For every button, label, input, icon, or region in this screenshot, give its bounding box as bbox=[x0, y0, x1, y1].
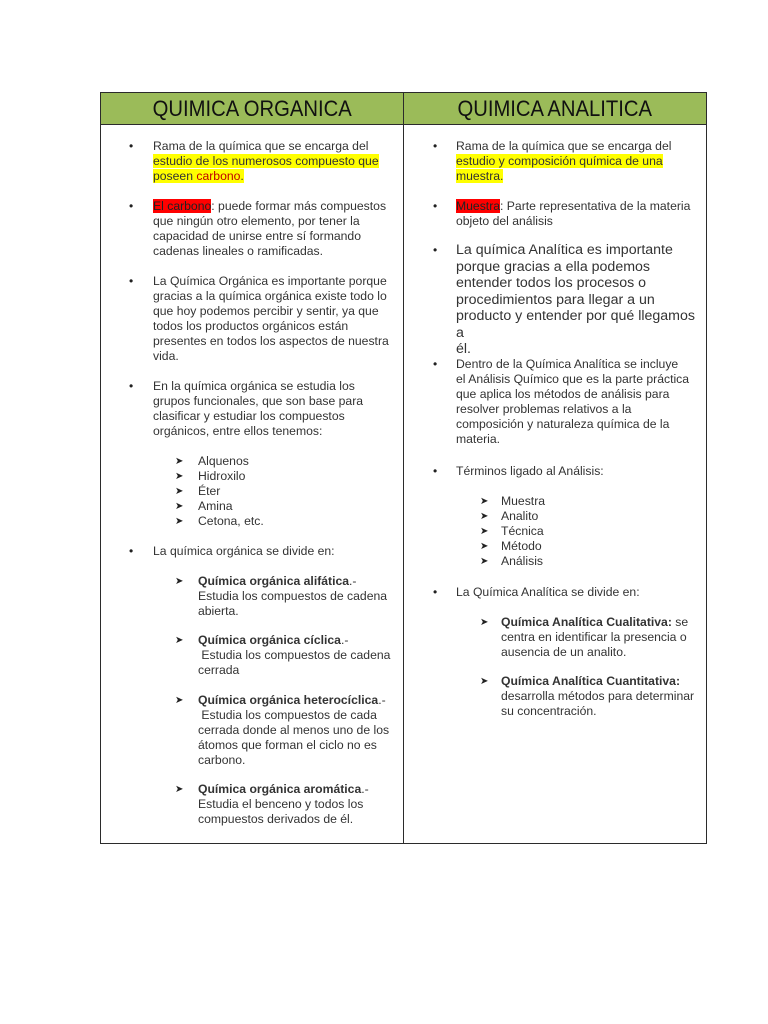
arrow-icon: ➤ bbox=[175, 695, 184, 706]
division-ciclica: Química orgánica cíclica.- Estudia los compuestos de cadena cerrada bbox=[198, 633, 391, 677]
arrow-icon: ➤ bbox=[175, 471, 184, 482]
bullet: • bbox=[433, 464, 438, 478]
bullet: • bbox=[129, 274, 134, 288]
divisions-intro: La química orgánica se divide en: bbox=[153, 544, 335, 558]
list-item: Muestra bbox=[501, 494, 546, 508]
arrow-icon: ➤ bbox=[175, 486, 184, 497]
division-cuantitativa: Química Analítica Cuantitativa: desarrolla métodos para determinar su concentración. bbox=[501, 674, 695, 718]
arrow-icon: ➤ bbox=[175, 456, 184, 467]
list-item: Amina bbox=[198, 499, 233, 513]
arrow-icon: ➤ bbox=[480, 541, 489, 552]
carbono-paragraph: El carbono: puede formar más compuestos que ningún otro elemento, por tener la capacidad de unirse entre sí formando cadenas lineales o ramificadas. bbox=[153, 199, 387, 258]
list-item: Análisis bbox=[501, 554, 543, 568]
bullet: • bbox=[129, 199, 134, 213]
column-analitica bbox=[404, 93, 706, 843]
arrow-icon: ➤ bbox=[175, 501, 184, 512]
division-alifatica: Química orgánica alifática.- Estudia los compuestos de cadena abierta. bbox=[198, 574, 388, 618]
list-item: Éter bbox=[198, 484, 221, 498]
analitica-definition: Rama de la química que se encarga del estudio y composición química de una muestra. bbox=[456, 139, 672, 183]
bullet: • bbox=[129, 544, 134, 558]
groups-paragraph: En la química orgánica se estudia los grupos funcionales, que son base para clasificar y estudiar los compuestos orgánicos, entre ellos tenemos: bbox=[153, 379, 364, 438]
list-item: Método bbox=[501, 539, 542, 553]
arrow-icon: ➤ bbox=[480, 511, 489, 522]
arrow-icon: ➤ bbox=[480, 617, 489, 628]
arrow-icon: ➤ bbox=[480, 496, 489, 507]
analitica-divisions-intro: La Química Analítica se divide en: bbox=[456, 585, 640, 599]
header-analitica: QUIMICA ANALITICA bbox=[404, 93, 706, 125]
importance-paragraph: La Química Orgánica es importante porque gracias a la química orgánica existe todo lo que hoy podemos percibir y sentir, ya que todos los productos orgánicos están presentes en todos los aspectos de nuestra vida. bbox=[153, 274, 389, 363]
header-organica: QUIMICA ORGANICA bbox=[101, 93, 403, 125]
bullet: • bbox=[433, 585, 438, 599]
comparison-table bbox=[100, 92, 707, 844]
bullet: • bbox=[129, 379, 134, 393]
division-aromatica: Química orgánica aromática.- Estudia el benceno y todos los compuestos derivados de él. bbox=[198, 782, 369, 826]
analisis-paragraph: Dentro de la Química Analítica se incluye el Análisis Químico que es la parte práctica que aplica los métodos de análisis para resolver problemas relativos a la composición y naturaleza química de la materia. bbox=[456, 357, 690, 446]
arrow-icon: ➤ bbox=[175, 635, 184, 646]
division-cualitativa: Química Analítica Cualitativa: se centra en identificar la presencia o ausencia de un analito. bbox=[501, 615, 689, 659]
arrow-icon: ➤ bbox=[480, 526, 489, 537]
list-item: Cetona, etc. bbox=[198, 514, 264, 528]
arrow-icon: ➤ bbox=[175, 516, 184, 527]
list-item: Analito bbox=[501, 509, 539, 523]
column-organica bbox=[101, 93, 404, 843]
list-item: Alquenos bbox=[198, 454, 249, 468]
division-heterociclica: Química orgánica heterocíclica.- Estudia los compuestos de cada cerrada donde al menos uno de los átomos que forman el ciclo no es carbono. bbox=[198, 693, 390, 767]
analitica-importance: La química Analítica es importante porque gracias a ella podemos entender todos los procesos o procedimientos para llegar a un producto y entender por qué llegamos a él. bbox=[456, 242, 695, 357]
muestra-paragraph: Muestra: Parte representativa de la materia objeto del análisis bbox=[456, 199, 691, 228]
arrow-icon: ➤ bbox=[480, 556, 489, 567]
bullet: • bbox=[129, 139, 134, 153]
bullet: • bbox=[433, 199, 438, 213]
arrow-icon: ➤ bbox=[175, 576, 184, 587]
organica-definition: Rama de la química que se encarga del estudio de los numerosos compuesto que poseen carbono. bbox=[153, 139, 379, 183]
arrow-icon: ➤ bbox=[175, 784, 184, 795]
list-item: Hidroxilo bbox=[198, 469, 246, 483]
bullet: • bbox=[433, 243, 438, 257]
terms-intro: Términos ligado al Análisis: bbox=[456, 464, 604, 478]
bullet: • bbox=[433, 357, 438, 371]
bullet: • bbox=[433, 139, 438, 153]
arrow-icon: ➤ bbox=[480, 676, 489, 687]
list-item: Técnica bbox=[501, 524, 544, 538]
